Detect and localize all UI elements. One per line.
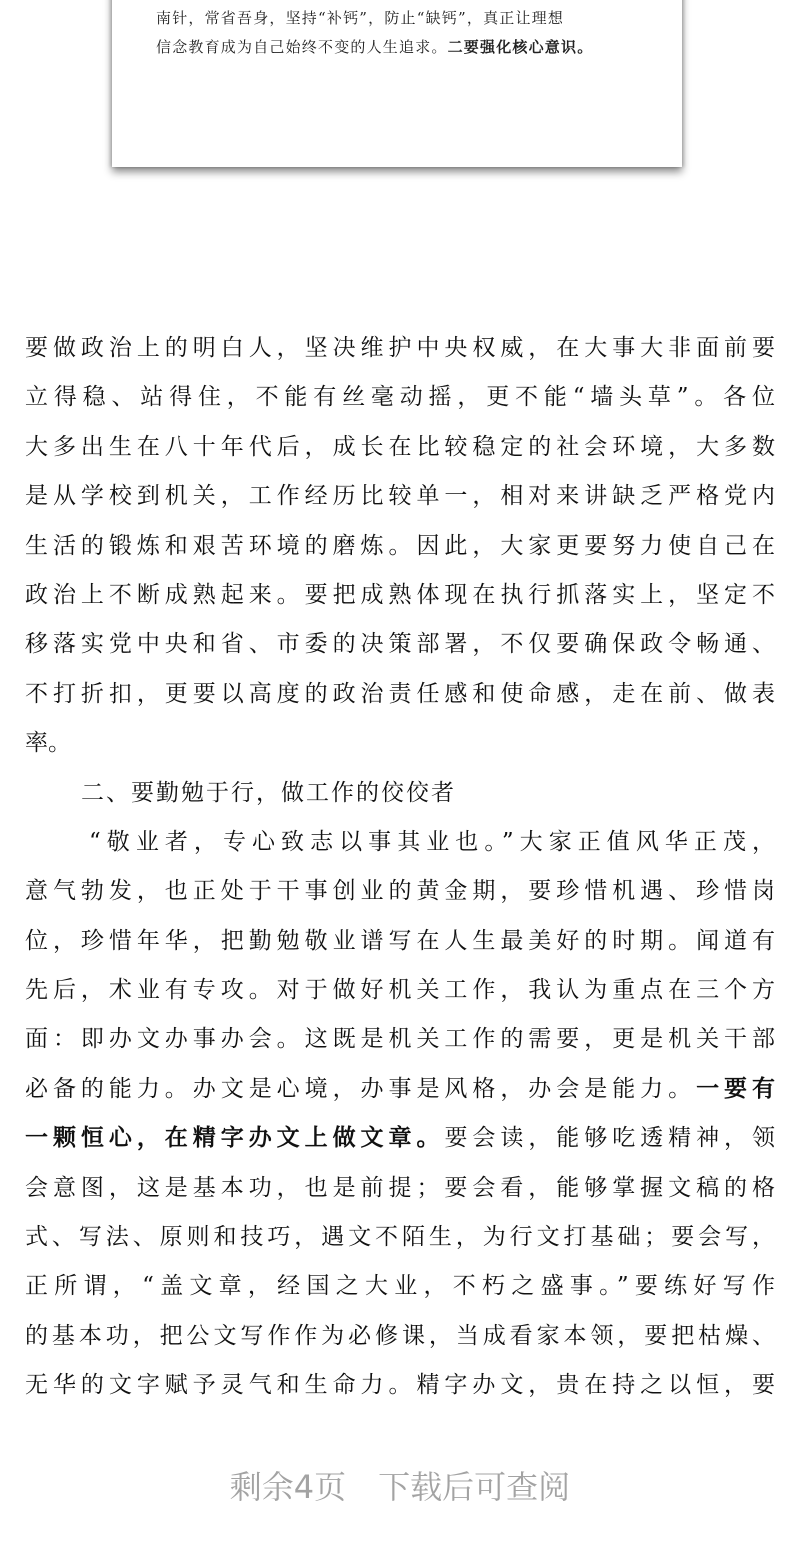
section-heading xyxy=(25,773,775,822)
text-line xyxy=(25,1266,775,1315)
bold-text: 一颗恒心，在精字办文上做文章。 xyxy=(25,1124,445,1152)
text-line xyxy=(25,427,775,476)
text: 政治上不断成熟起来。要把成熟体现在执行抓落实上，坚定不 xyxy=(25,581,775,608)
text-line xyxy=(25,526,775,575)
text: 率。 xyxy=(25,730,71,757)
text-line xyxy=(25,921,775,970)
text-line xyxy=(25,1365,775,1414)
text: 正所谓，“盖文章，经国之大业，不朽之盛事。”要练好写作 xyxy=(25,1273,775,1300)
text-line xyxy=(25,624,775,673)
text-line xyxy=(25,723,775,772)
preview-line: 南针，常省吾身，坚持“补钙”，防止“缺钙”，真正让理想 xyxy=(156,9,565,27)
download-prompt[interactable] xyxy=(0,1462,800,1508)
text: 意气勃发，也正处于干事创业的黄金期，要珍惜机遇、珍惜岗 xyxy=(25,878,775,905)
text: 式、写法、原则和技巧，遇文不陌生，为行文打基础；要会写， xyxy=(25,1224,775,1251)
text-line xyxy=(25,1168,775,1217)
preview-bold-text: 二要强化核心意识。 xyxy=(447,38,594,56)
text-line xyxy=(25,328,775,377)
text: 位，珍惜年华，把勤勉敬业谱写在人生最美好的时期。闻道有 xyxy=(25,927,775,954)
text: “敬业者，专心致志以事其业也。”大家正值风华正茂， xyxy=(89,828,775,855)
text: 要做政治上的明白人，坚决维护中央权威，在大事大非面前要 xyxy=(25,335,775,361)
text-line xyxy=(25,575,775,624)
text-line xyxy=(25,377,775,426)
text-line xyxy=(25,1019,775,1068)
text: 生活的锻炼和艰苦环境的磨炼。因此，大家更要努力使自己在 xyxy=(25,532,775,559)
text-line xyxy=(25,1069,775,1118)
text: 无华的文字赋予灵气和生命力。精字办文，贵在持之以恒，要 xyxy=(25,1372,775,1399)
text-line xyxy=(25,871,775,920)
text: 会意图，这是基本功，也是前提；要会看，能够掌握文稿的格 xyxy=(25,1174,775,1201)
text: 面：即办文办事办会。这既是机关工作的需要，更是机关干部 xyxy=(25,1026,775,1053)
download-to-view-link[interactable]: 下载后可查阅 xyxy=(378,1468,571,1506)
text: 立得稳、站得住，不能有丝毫动摇，更不能“墙头草”。各位 xyxy=(25,384,775,411)
text: 是从学校到机关，工作经历比较单一，相对来讲缺乏严格党内 xyxy=(25,483,775,510)
bold-text: 一要有 xyxy=(696,1074,776,1102)
text-line xyxy=(25,1217,775,1266)
preview-line xyxy=(156,36,593,57)
text: 先后，术业有专攻。对于做好机关工作，我认为重点在三个方 xyxy=(25,977,775,1004)
page-preview-card xyxy=(112,0,682,167)
text: 的基本功，把公文写作作为必修课，当成看家本领，要把枯燥、 xyxy=(25,1322,775,1349)
text: 移落实党中央和省、市委的决策部署，不仅要确保政令畅通、 xyxy=(25,631,775,658)
remaining-pages-label: 剩余4页 xyxy=(229,1468,347,1506)
document-body xyxy=(25,328,775,1415)
text-line xyxy=(25,1118,775,1167)
preview-text: 信念教育成为自己始终不变的人生追求。 xyxy=(156,38,448,56)
text-line xyxy=(25,1316,775,1365)
text-line xyxy=(25,822,775,871)
text-line xyxy=(25,674,775,723)
text: 要会读，能够吃透精神，领 xyxy=(444,1125,776,1152)
text: 必备的能力。办文是心境，办事是风格，办会是能力。 xyxy=(25,1075,697,1102)
text-line xyxy=(25,476,775,525)
text: 大多出生在八十年代后，成长在比较稳定的社会环境，大多数 xyxy=(25,433,775,460)
text: 不打折扣，更要以高度的政治责任感和使命感，走在前、做表 xyxy=(25,680,775,707)
text: 二、要勤勉于行，做工作的佼佼者 xyxy=(81,779,456,806)
text-line xyxy=(25,970,775,1019)
